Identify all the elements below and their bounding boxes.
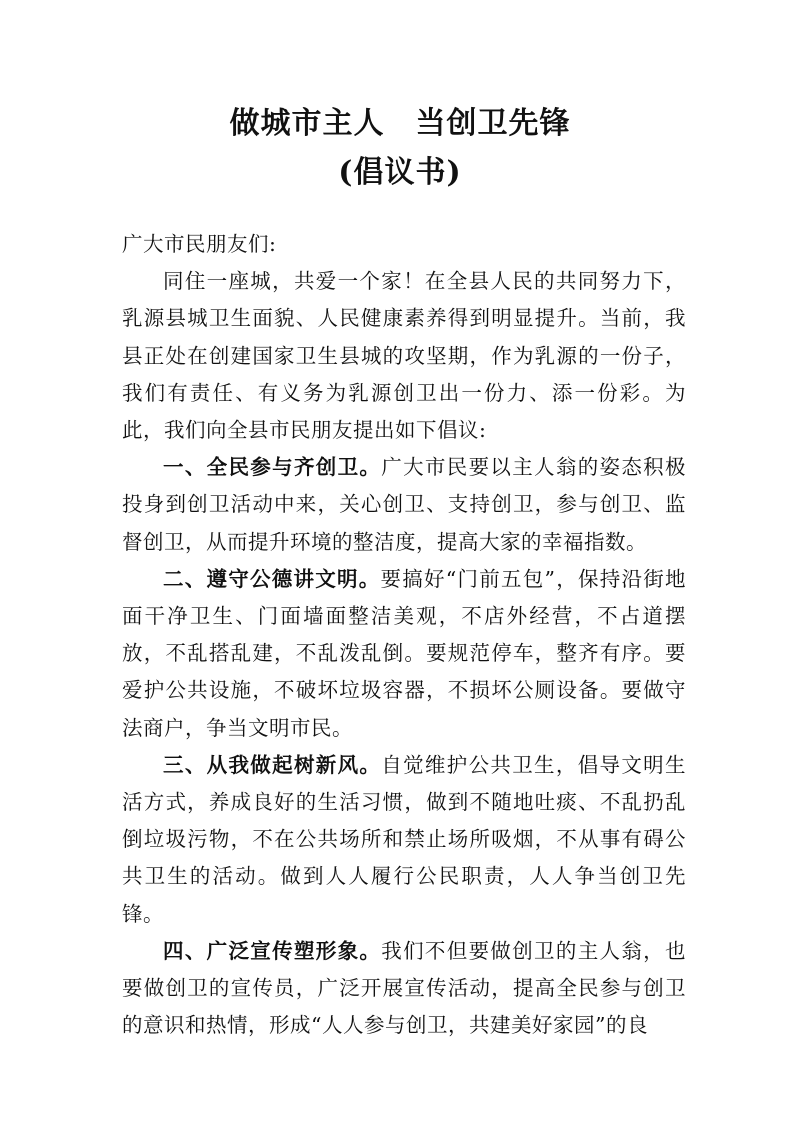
proposal-heading-1: 一、全民参与齐创卫。 bbox=[163, 455, 382, 480]
proposal-item-3 bbox=[122, 747, 686, 933]
intro-paragraph: 同住一座城，共爱一个家！在全县人民的共同努力下，乳源县城卫生面貌、人民健康素养得到明显提升。当前，我县正处在创建国家卫生县城的攻坚期，作为乳源的一份子，我们有责任、有义务为乳源创卫出一份力、添一份彩。为此，我们向全县市民朋友提出如下倡议: bbox=[122, 269, 686, 443]
proposal-heading-2: 二、遵守公德讲文明。 bbox=[163, 566, 381, 591]
proposal-text-4: 我们不但要做创卫的主人翁，也要做创卫的宣传员，广泛开展宣传活动，提高全民参与创卫的意识和热情，形成“人人参与创卫，共建美好家园”的良 bbox=[122, 938, 687, 1038]
document-title: 做城市主人 当创卫先锋 bbox=[229, 106, 571, 141]
proposal-text-3: 自觉维护公共卫生，倡导文明生活方式，养成良好的生活习惯，做到不随地吐痰、不乱扔乱倒垃圾污物，不在公共场所和禁止场所吸烟，不从事有碍公共卫生的活动。做到人人履行公民职责，人人争当创卫先锋。 bbox=[122, 752, 687, 926]
proposal-item-1 bbox=[122, 449, 686, 561]
proposal-heading-3: 三、从我做起树新风。 bbox=[163, 752, 382, 777]
document-subtitle: (倡议书) bbox=[338, 155, 462, 190]
proposal-text-1: 广大市民要以主人翁的姿态积极投身到创卫活动中来，关心创卫、支持创卫，参与创卫、监督创卫，从而提升环境的整洁度，提高大家的幸福指数。 bbox=[122, 455, 687, 554]
salutation: 广大市民朋友们: bbox=[122, 232, 277, 256]
proposal-heading-4: 四、广泛宣传塑形象。 bbox=[163, 938, 382, 963]
document-body bbox=[122, 226, 686, 1044]
proposal-item-4 bbox=[122, 933, 686, 1045]
proposal-item-2 bbox=[122, 561, 686, 747]
proposal-text-2: 要搞好“门前五包”，保持沿街地面干净卫生、门面墙面整洁美观，不店外经营，不占道摆放，不乱搭乱建，不乱泼乱倒。要规范停车，整齐有序。要爱护公共设施，不破坏垃圾容器，不损坏公厕设备。要做守法商户，争当文明市民。 bbox=[122, 566, 686, 740]
